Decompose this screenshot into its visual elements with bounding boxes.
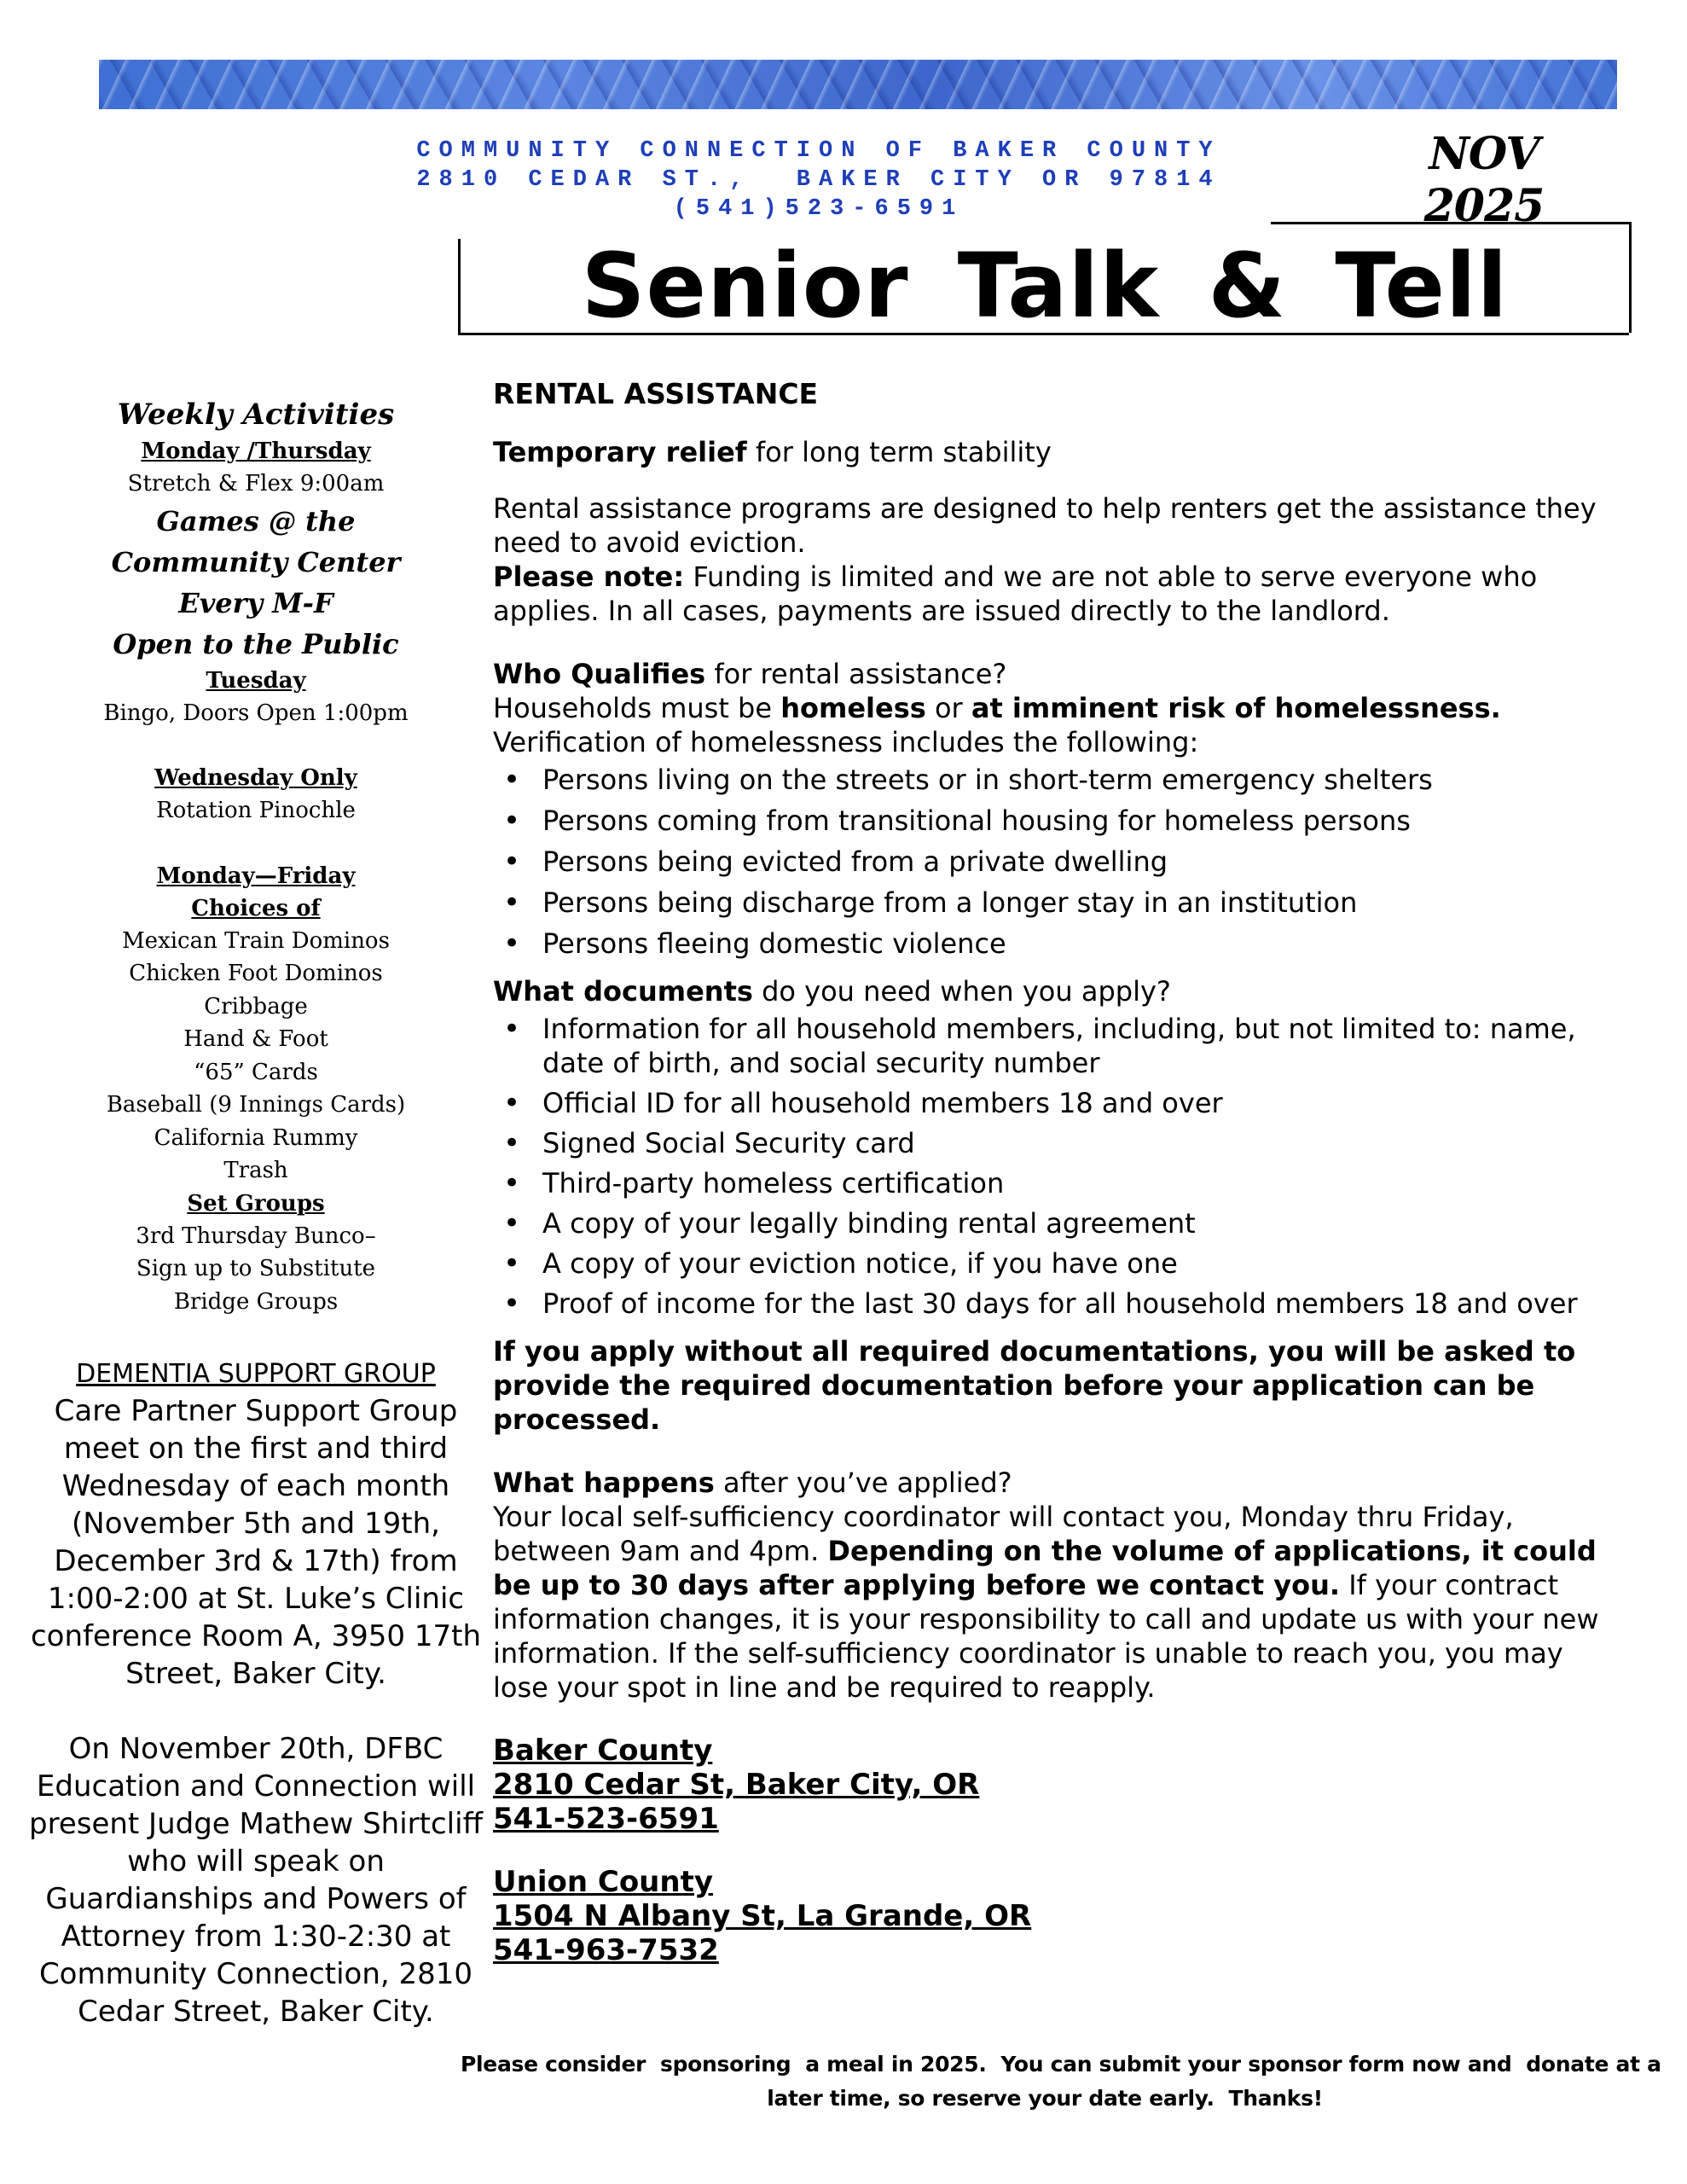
list-item: • Signed Social Security card (493, 1126, 1619, 1160)
choices-heading: Choices of (191, 895, 321, 921)
games-line: Open to the Public (113, 627, 399, 660)
baker-county-office (493, 1734, 1619, 1836)
weekly-activities-heading: Weekly Activities (117, 398, 395, 432)
bingo: Bingo, Doors Open 1:00pm (103, 700, 409, 726)
games-line: Every M-F (178, 586, 333, 619)
list-item: • Official ID for all household members 18 and over (493, 1086, 1619, 1120)
list-item: • Persons being evicted from a private dwelling (493, 845, 1619, 879)
list-item: • Persons coming from transitional housing for homeless persons (493, 804, 1619, 838)
list-item: • Persons being discharge from a longer stay in an institution (493, 886, 1619, 920)
office-phone: 541-523-6591 (493, 1802, 719, 1836)
game-item: Chicken Foot Dominos (129, 961, 383, 986)
games-line: Games @ the (156, 504, 356, 537)
game-item: “65” Cards (194, 1059, 318, 1085)
game-item: Mexican Train Dominos (122, 927, 390, 954)
org-name: COMMUNITY CONNECTION OF BAKER COUNTY (416, 138, 1221, 164)
tuesday-heading: Tuesday (206, 667, 306, 694)
documents-heading: What documents do you need when you apply? (493, 975, 1171, 1008)
set-group-item: 3rd Thursday Bunco– (136, 1223, 376, 1249)
list-item: • Proof of income for the last 30 days for all household members 18 and over (493, 1287, 1619, 1321)
dementia-support-section (26, 1356, 486, 2030)
qualifies-list (493, 763, 1619, 961)
article-heading: RENTAL ASSISTANCE (493, 377, 819, 410)
game-item: Baseball (9 Innings Cards) (106, 1092, 406, 1118)
dementia-event-paragraph: On November 20th, DFBC Education and Connection will present Judge Mathew Shirtcliff who will speak on Guardianships and Powers of Attorney from 1:30-2:30 at Community Connection, 2810 Cedar Street, Baker City. (29, 1732, 483, 2029)
game-item: Hand & Foot (183, 1026, 328, 1052)
game-item: Cribbage (204, 993, 308, 1019)
list-item: • A copy of your eviction notice, if you have one (493, 1246, 1619, 1281)
households-line: Households must be homeless or at imminent risk of homelessness. (493, 692, 1501, 724)
wednesday-heading: Wednesday Only (154, 765, 357, 791)
org-street: 2810 CEDAR ST., BAKER CITY OR 97814 (416, 167, 1221, 193)
list-item: • Information for all household members, including, but not limited to: name, date of birth, and social security number (493, 1012, 1619, 1080)
newsletter-title: Senior Talk & Tell (581, 234, 1509, 338)
mon-thu-heading: Monday /Thursday (141, 439, 371, 464)
dementia-paragraph: Care Partner Support Group meet on the first and third Wednesday of each month (November 5th and 19th, December 3rd & 17th) from 1:00-2:00 at St. Luke’s Clinic conference Room A, 3950 17th Street, Baker City. (30, 1394, 482, 1691)
title-box (458, 234, 1629, 338)
contact-paragraph: Your local self-sufficiency coordinator will contact you, Monday thru Friday, between 9am and 4pm. Depending on the volume of applications, it could be up to 30 days after applying before we contact you. If your contract information changes, it is your responsibility to call and update us with your new information. If the self-sufficiency coordinator is unable to reach you, you may lose your spot in line and be required to reapply. (493, 1501, 1599, 1704)
org-address-block (375, 136, 1262, 224)
title-box-right-rule (1629, 222, 1632, 333)
weekly-activities-sidebar (26, 394, 486, 1318)
documentation-warning: If you apply without all required documentations, you will be asked to provide the required documentation before your application can be processed. (493, 1335, 1576, 1436)
game-item: California Rummy (154, 1124, 358, 1151)
mon-fri-heading: Monday—Friday (156, 863, 356, 889)
header-banner (99, 60, 1617, 109)
office-phone: 541-963-7532 (493, 1933, 719, 1967)
list-item: • Persons living on the streets or in short-term emergency shelters (493, 763, 1619, 797)
what-happens-heading: What happens after you’ve applied? (493, 1467, 1012, 1499)
qualifies-heading: Who Qualifies for rental assistance? (493, 658, 1007, 690)
documents-list (493, 1012, 1619, 1321)
footer-line: Please consider sponsoring a meal in 2025. You can submit your sponsor form now and donate at a (461, 2052, 1661, 2077)
sponsor-footer (461, 2048, 1661, 2116)
stretch-flex: Stretch & Flex 9:00am (127, 471, 385, 497)
office-name: Union County (493, 1865, 714, 1899)
article-note: Please note: Funding is limited and we are not able to serve everyone who applies. In all cases, payments are issued directly to the landlord. (493, 561, 1538, 627)
verification-line: Verification of homelessness includes the following: (493, 726, 1199, 758)
footer-line: later time, so reserve your date early. Thanks! (767, 2086, 1323, 2111)
list-item: • Third-party homeless certification (493, 1166, 1619, 1200)
dementia-title: DEMENTIA SUPPORT GROUP (76, 1359, 436, 1389)
list-item: • Persons fleeing domestic violence (493, 926, 1619, 961)
set-group-item: Bridge Groups (173, 1288, 339, 1315)
union-county-office (493, 1865, 1619, 1967)
set-groups-heading: Set Groups (187, 1190, 325, 1217)
list-item: • A copy of your legally binding rental agreement (493, 1206, 1619, 1240)
issue-date: NOV 2025 (1423, 128, 1545, 232)
office-address: 1504 N Albany St, La Grande, OR (493, 1899, 1032, 1933)
org-phone: (541)523-6591 (673, 196, 965, 222)
set-group-item: Sign up to Substitute (136, 1256, 376, 1281)
article-intro: Rental assistance programs are designed to help renters get the assistance they need to avoid eviction. (493, 492, 1597, 559)
office-address: 2810 Cedar St, Baker City, OR (493, 1768, 980, 1802)
title-box-top-rule (1271, 222, 1632, 224)
games-line: Community Center (111, 545, 401, 578)
game-item: Trash (223, 1158, 288, 1183)
rental-assistance-article (493, 375, 1619, 1967)
office-name: Baker County (493, 1734, 713, 1768)
pinochle: Rotation Pinochle (156, 798, 356, 823)
article-subheading: Temporary relief for long term stability (493, 436, 1052, 468)
